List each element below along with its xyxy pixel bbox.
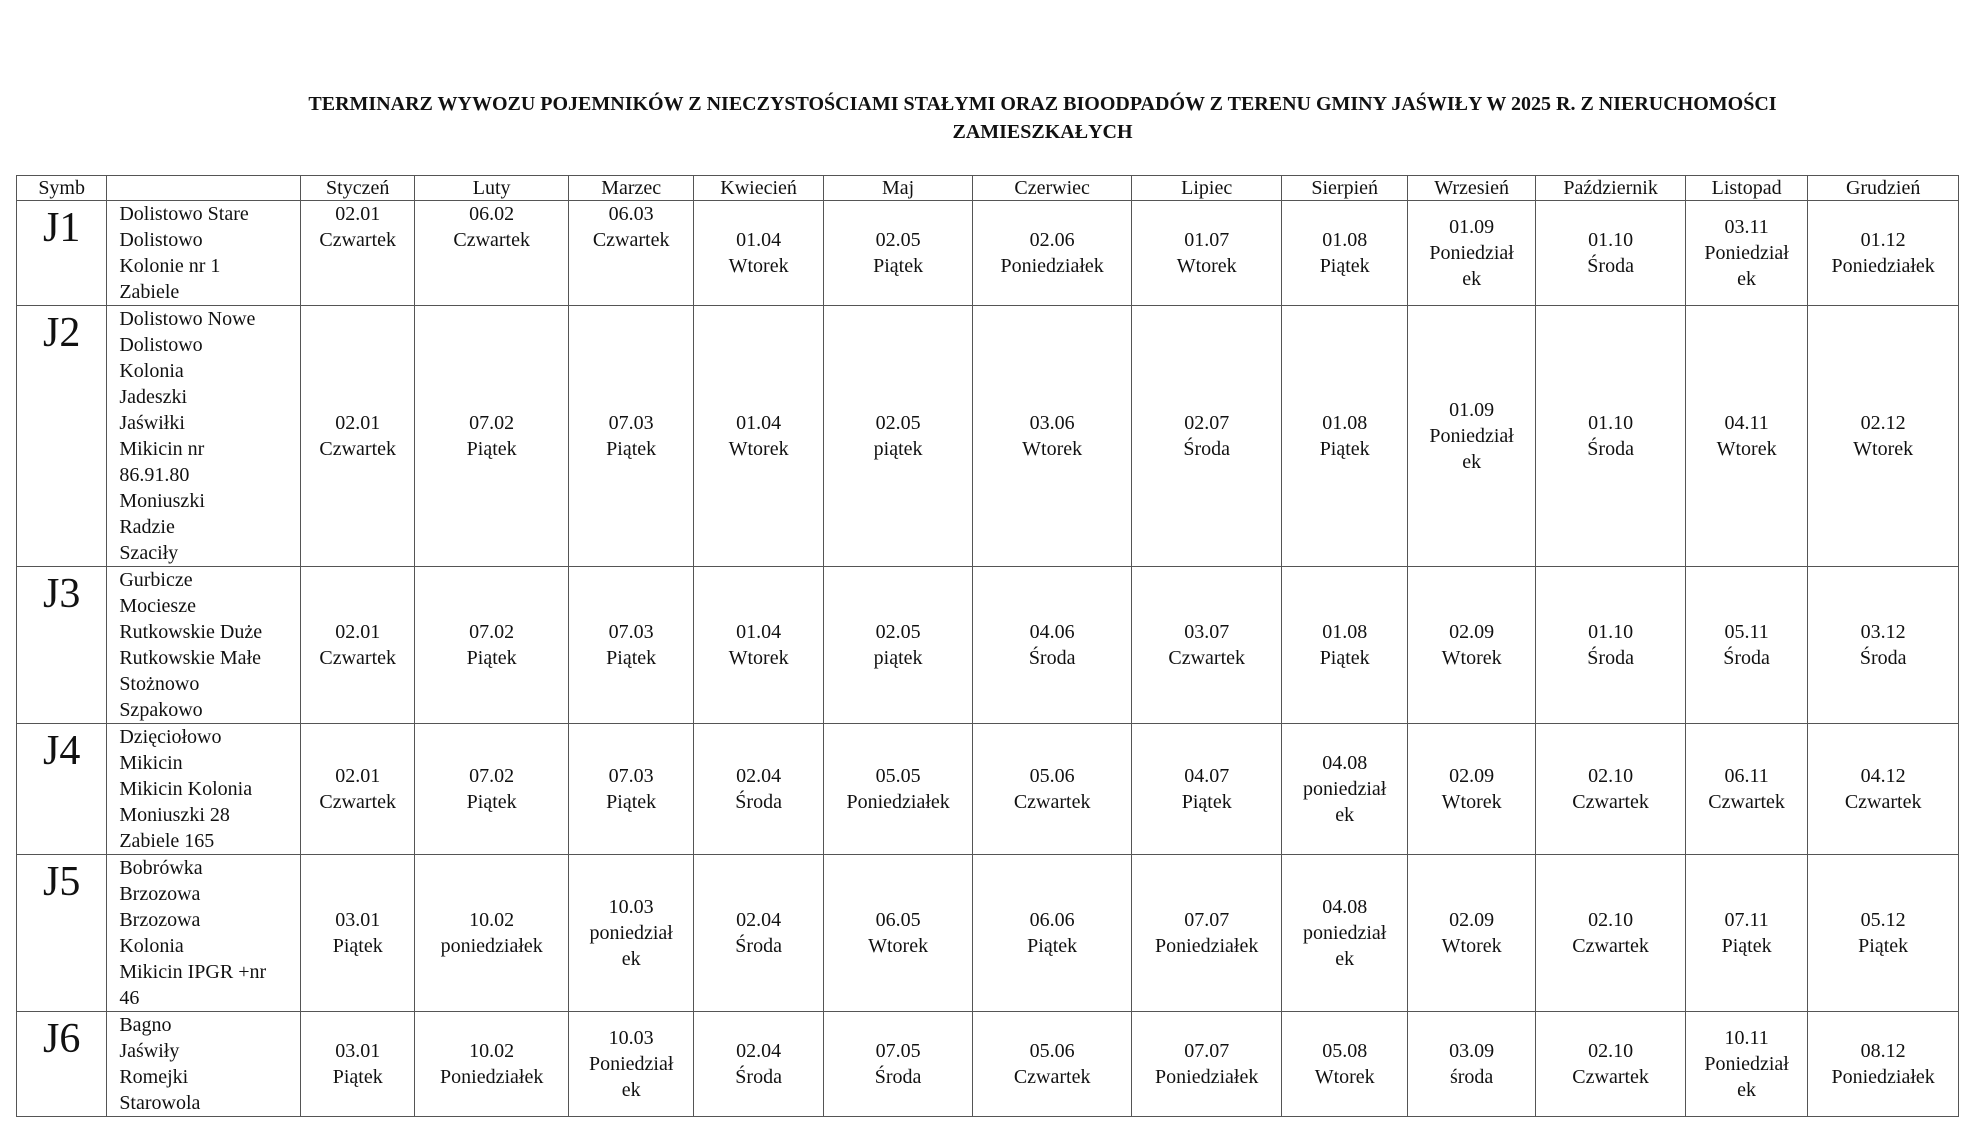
- locations-cell: [107, 201, 301, 306]
- pickup-date-cell: [694, 567, 823, 724]
- header-symbol: Symb: [17, 176, 107, 201]
- location-name: Rutkowskie Duże: [119, 621, 263, 643]
- pickup-weekday: Środa: [1587, 647, 1634, 669]
- location-name: Szaciły: [119, 542, 179, 564]
- schedule-body: [17, 201, 1959, 1117]
- locations-cell: [107, 306, 301, 567]
- pickup-weekday: Piątek: [1319, 647, 1370, 669]
- pickup-date: 07.07: [1184, 909, 1230, 931]
- pickup-date-cell: [823, 567, 973, 724]
- location-name: Bagno: [119, 1014, 172, 1036]
- location-name: Dolistowo: [119, 334, 203, 356]
- pickup-weekday: Poniedział: [1704, 1053, 1789, 1075]
- pickup-date-cell: [1808, 201, 1959, 306]
- pickup-date-cell: [1536, 567, 1686, 724]
- pickup-date-cell: [1282, 855, 1407, 1012]
- pickup-date-cell: [1282, 201, 1407, 306]
- pickup-weekday: Wtorek: [728, 647, 789, 669]
- location-name: Stożnowo: [119, 673, 200, 695]
- pickup-date: 05.08: [1322, 1040, 1368, 1062]
- location-name: Gurbicze: [119, 569, 193, 591]
- schedule-row: [17, 306, 1959, 567]
- schedule-row: [17, 201, 1959, 306]
- pickup-date: 03.11: [1724, 216, 1769, 238]
- header-month: Listopad: [1685, 176, 1807, 201]
- schedule-row: [17, 855, 1959, 1012]
- pickup-date: 05.11: [1724, 621, 1769, 643]
- pickup-weekday: Piątek: [466, 791, 517, 813]
- pickup-date: 07.11: [1724, 909, 1769, 931]
- pickup-date: 04.07: [1184, 765, 1230, 787]
- pickup-date: 06.03: [608, 203, 654, 225]
- pickup-weekday-continued: ek: [1462, 451, 1482, 473]
- route-symbol: J2: [17, 306, 107, 567]
- pickup-weekday: piątek: [873, 647, 923, 669]
- location-name: Dolistowo Nowe: [119, 308, 256, 330]
- pickup-date-cell: [1282, 567, 1407, 724]
- pickup-date-cell: [1808, 855, 1959, 1012]
- pickup-date-cell: [973, 201, 1132, 306]
- pickup-date: 02.04: [736, 1040, 782, 1062]
- pickup-date: 04.11: [1724, 412, 1769, 434]
- pickup-weekday: Piątek: [606, 647, 657, 669]
- pickup-weekday: Środa: [1028, 647, 1076, 669]
- pickup-date: 02.10: [1588, 765, 1634, 787]
- pickup-date-cell: [694, 855, 823, 1012]
- location-name: Bobrówka: [119, 857, 203, 879]
- pickup-weekday: Poniedział: [1429, 425, 1514, 447]
- pickup-weekday: Poniedziałek: [1155, 1066, 1259, 1088]
- pickup-weekday: piątek: [873, 438, 923, 460]
- pickup-date-cell: [1808, 567, 1959, 724]
- pickup-date: 08.12: [1860, 1040, 1906, 1062]
- header-month: Wrzesień: [1407, 176, 1535, 201]
- pickup-date-cell: [568, 567, 693, 724]
- pickup-weekday: Piątek: [466, 647, 517, 669]
- pickup-date: 07.03: [608, 412, 654, 434]
- pickup-date: 01.08: [1322, 621, 1368, 643]
- pickup-date: 04.08: [1322, 896, 1368, 918]
- location-name: Dolistowo Stare: [119, 203, 249, 225]
- pickup-date-cell: [301, 201, 415, 306]
- pickup-date-cell: [1808, 306, 1959, 567]
- pickup-date-cell: [301, 724, 415, 855]
- pickup-weekday: Wtorek: [1441, 647, 1502, 669]
- locations-cell: [107, 724, 301, 855]
- pickup-date-cell: [694, 1012, 823, 1117]
- route-symbol: J1: [17, 201, 107, 306]
- pickup-weekday: Poniedziałek: [1831, 255, 1935, 277]
- pickup-weekday: poniedziałek: [440, 935, 543, 957]
- pickup-date: 01.04: [736, 412, 782, 434]
- location-name: Jadeszki: [119, 386, 188, 408]
- header-month: Maj: [823, 176, 973, 201]
- location-name: Zabiele 165: [119, 830, 215, 852]
- pickup-date-cell: [568, 724, 693, 855]
- pickup-date-cell: [973, 855, 1132, 1012]
- pickup-weekday-continued: ek: [1335, 948, 1355, 970]
- pickup-weekday: Środa: [1587, 255, 1634, 277]
- location-name: Brzozowa: [119, 909, 201, 931]
- location-name: Brzozowa: [119, 883, 201, 905]
- location-name: Szpakowo: [119, 699, 203, 721]
- header-month: Październik: [1536, 176, 1686, 201]
- pickup-date-cell: [1282, 1012, 1407, 1117]
- pickup-date-cell: [973, 724, 1132, 855]
- pickup-date-cell: [694, 201, 823, 306]
- header-month: Grudzień: [1808, 176, 1959, 201]
- schedule-table: [16, 175, 1959, 1117]
- pickup-date-cell: [568, 201, 693, 306]
- pickup-date: 01.10: [1588, 229, 1634, 251]
- pickup-date-cell: [823, 855, 973, 1012]
- pickup-date: 06.02: [469, 203, 515, 225]
- pickup-weekday: Środa: [1723, 647, 1770, 669]
- pickup-date: 02.10: [1588, 909, 1634, 931]
- pickup-date: 04.12: [1860, 765, 1906, 787]
- pickup-date: 05.06: [1029, 1040, 1075, 1062]
- pickup-weekday: poniedział: [589, 922, 673, 944]
- location-name: Radzie: [119, 516, 175, 538]
- schedule-row: [17, 1012, 1959, 1117]
- pickup-date-cell: [1536, 201, 1686, 306]
- pickup-date-cell: [415, 306, 569, 567]
- header-month: Czerwiec: [973, 176, 1132, 201]
- pickup-date: 03.12: [1860, 621, 1906, 643]
- pickup-weekday: Czwartek: [1572, 791, 1649, 813]
- pickup-date-cell: [1131, 201, 1282, 306]
- pickup-date: 10.03: [608, 1027, 654, 1049]
- title-line-2: ZAMIESZKAŁYCH: [952, 121, 1133, 143]
- pickup-weekday-continued: ek: [1737, 268, 1757, 290]
- pickup-date-cell: [1131, 567, 1282, 724]
- locations-cell: [107, 855, 301, 1012]
- pickup-weekday: Wtorek: [1716, 438, 1777, 460]
- pickup-weekday: Wtorek: [868, 935, 929, 957]
- pickup-weekday: Czwartek: [319, 438, 397, 460]
- pickup-date: 05.12: [1860, 909, 1906, 931]
- pickup-weekday: Poniedział: [1704, 242, 1789, 264]
- pickup-date: 02.01: [335, 621, 381, 643]
- pickup-date-cell: [1808, 1012, 1959, 1117]
- pickup-date-cell: [823, 1012, 973, 1117]
- location-name: Rutkowskie Małe: [119, 647, 261, 669]
- pickup-weekday-continued: ek: [1335, 804, 1355, 826]
- pickup-weekday: Poniedziałek: [846, 791, 950, 813]
- pickup-date-cell: [973, 1012, 1132, 1117]
- schedule-row: [17, 567, 1959, 724]
- pickup-date: 02.05: [875, 621, 921, 643]
- pickup-date-cell: [1685, 724, 1807, 855]
- pickup-date-cell: [301, 306, 415, 567]
- pickup-date-cell: [415, 724, 569, 855]
- pickup-date: 05.06: [1029, 765, 1075, 787]
- pickup-weekday: Poniedział: [588, 1053, 674, 1075]
- pickup-date: 02.10: [1588, 1040, 1634, 1062]
- pickup-date: 01.08: [1322, 229, 1368, 251]
- pickup-date: 10.03: [608, 896, 654, 918]
- pickup-date: 01.04: [736, 621, 782, 643]
- header-month: Styczeń: [301, 176, 415, 201]
- pickup-weekday: Poniedziałek: [440, 1066, 544, 1088]
- pickup-weekday: Środa: [874, 1066, 922, 1088]
- pickup-date-cell: [1131, 306, 1282, 567]
- pickup-weekday: Czwartek: [319, 647, 397, 669]
- header-locations: [107, 176, 301, 201]
- pickup-weekday: Piątek: [1721, 935, 1772, 957]
- pickup-weekday: Czwartek: [1013, 791, 1091, 813]
- pickup-weekday: Czwartek: [319, 791, 397, 813]
- pickup-date-cell: [1407, 855, 1535, 1012]
- location-name: Kolonia: [119, 935, 184, 957]
- pickup-weekday: Czwartek: [319, 229, 397, 251]
- location-name: Kolonia: [119, 360, 184, 382]
- pickup-date-cell: [301, 567, 415, 724]
- pickup-weekday: środa: [1449, 1066, 1494, 1088]
- location-name: Mikicin Kolonia: [119, 778, 253, 800]
- locations-cell: [107, 567, 301, 724]
- document-title: [120, 90, 1965, 146]
- pickup-date: 02.05: [875, 229, 921, 251]
- pickup-date-cell: [1685, 567, 1807, 724]
- location-name: Mikicin nr: [119, 438, 205, 460]
- pickup-date: 03.01: [335, 1040, 381, 1062]
- pickup-date-cell: [1407, 1012, 1535, 1117]
- pickup-date: 06.05: [875, 909, 921, 931]
- pickup-date: 02.07: [1184, 412, 1230, 434]
- pickup-date: 02.05: [875, 412, 921, 434]
- pickup-weekday: Piątek: [1858, 935, 1909, 957]
- pickup-date-cell: [1131, 724, 1282, 855]
- pickup-date: 01.08: [1322, 412, 1368, 434]
- pickup-date: 06.06: [1029, 909, 1075, 931]
- location-name: Romejki: [119, 1066, 189, 1088]
- pickup-date: 06.11: [1724, 765, 1769, 787]
- pickup-date-cell: [1407, 306, 1535, 567]
- pickup-date-cell: [568, 1012, 693, 1117]
- pickup-weekday: Czwartek: [1013, 1066, 1091, 1088]
- pickup-weekday: Piątek: [1319, 255, 1370, 277]
- pickup-weekday: Piątek: [606, 791, 657, 813]
- pickup-date-cell: [568, 306, 693, 567]
- pickup-date: 10.02: [469, 1040, 515, 1062]
- header-month: Sierpień: [1282, 176, 1407, 201]
- pickup-date-cell: [1282, 724, 1407, 855]
- pickup-date-cell: [415, 1012, 569, 1117]
- title-line-1: TERMINARZ WYWOZU POJEMNIKÓW Z NIECZYSTOŚCIAMI STAŁYMI ORAZ BIOODPADÓW Z TERENU GMINY JAŚWIŁY W 2025 R. Z NIERUCHOMOŚCI: [308, 93, 1777, 115]
- pickup-weekday: Czwartek: [1708, 791, 1785, 813]
- pickup-date: 02.09: [1449, 621, 1495, 643]
- pickup-weekday: Poniedział: [1429, 242, 1514, 264]
- pickup-weekday-continued: ek: [621, 948, 641, 970]
- pickup-weekday: Czwartek: [1844, 791, 1922, 813]
- pickup-date-cell: [1685, 306, 1807, 567]
- pickup-weekday: Środa: [1587, 438, 1634, 460]
- pickup-weekday: Czwartek: [592, 229, 670, 251]
- schedule-row: [17, 724, 1959, 855]
- pickup-date-cell: [823, 201, 973, 306]
- route-symbol: J5: [17, 855, 107, 1012]
- location-name: Jaświły: [119, 1040, 180, 1062]
- pickup-weekday: Piątek: [606, 438, 657, 460]
- pickup-date: 10.11: [1724, 1027, 1769, 1049]
- route-symbol: J4: [17, 724, 107, 855]
- location-name: 86.91.80: [119, 464, 190, 486]
- pickup-date-cell: [694, 724, 823, 855]
- pickup-date: 01.10: [1588, 412, 1634, 434]
- pickup-date-cell: [568, 855, 693, 1012]
- pickup-date: 01.04: [736, 229, 782, 251]
- pickup-date-cell: [1407, 201, 1535, 306]
- pickup-date-cell: [1131, 1012, 1282, 1117]
- header-month: Marzec: [568, 176, 693, 201]
- pickup-date: 07.02: [469, 621, 515, 643]
- pickup-date: 05.05: [875, 765, 921, 787]
- pickup-date: 02.06: [1029, 229, 1075, 251]
- header-month: Kwiecień: [694, 176, 823, 201]
- pickup-date-cell: [415, 855, 569, 1012]
- pickup-weekday: Środa: [1859, 647, 1907, 669]
- location-name: Moniuszki 28: [119, 804, 230, 826]
- pickup-date: 04.06: [1029, 621, 1075, 643]
- pickup-date: 04.08: [1322, 752, 1368, 774]
- route-symbol: J6: [17, 1012, 107, 1117]
- pickup-date-cell: [1131, 855, 1282, 1012]
- pickup-weekday: Wtorek: [1441, 935, 1502, 957]
- location-name: Mociesze: [119, 595, 196, 617]
- pickup-date: 02.09: [1449, 909, 1495, 931]
- pickup-date: 02.09: [1449, 765, 1495, 787]
- location-name: Mikicin: [119, 752, 183, 774]
- pickup-weekday: Środa: [735, 791, 782, 813]
- pickup-weekday: Czwartek: [1168, 647, 1246, 669]
- location-name: Kolonie nr 1: [119, 255, 221, 277]
- pickup-date: 07.07: [1184, 1040, 1230, 1062]
- pickup-date: 07.02: [469, 765, 515, 787]
- pickup-weekday: Wtorek: [1441, 791, 1502, 813]
- pickup-weekday: Wtorek: [1176, 255, 1237, 277]
- pickup-weekday: Poniedziałek: [1155, 935, 1259, 957]
- location-name: 46: [119, 987, 140, 1009]
- pickup-weekday: poniedział: [1303, 778, 1387, 800]
- locations-cell: [107, 1012, 301, 1117]
- pickup-date: 03.07: [1184, 621, 1230, 643]
- pickup-date-cell: [823, 306, 973, 567]
- pickup-weekday: Piątek: [873, 255, 924, 277]
- pickup-date: 07.05: [875, 1040, 921, 1062]
- pickup-weekday: Piątek: [332, 935, 383, 957]
- route-symbol: J3: [17, 567, 107, 724]
- location-name: Zabiele: [119, 281, 180, 303]
- pickup-date-cell: [1536, 855, 1686, 1012]
- pickup-date-cell: [1685, 201, 1807, 306]
- pickup-weekday-continued: ek: [1462, 268, 1482, 290]
- pickup-date: 01.10: [1588, 621, 1634, 643]
- pickup-date-cell: [973, 567, 1132, 724]
- pickup-date: 07.03: [608, 765, 654, 787]
- pickup-weekday: Piątek: [1027, 935, 1078, 957]
- pickup-date: 02.01: [335, 203, 381, 225]
- pickup-date-cell: [1282, 306, 1407, 567]
- pickup-date-cell: [1536, 306, 1686, 567]
- header-row: [17, 176, 1959, 201]
- pickup-weekday-continued: ek: [1737, 1079, 1757, 1101]
- pickup-date-cell: [1407, 724, 1535, 855]
- pickup-date-cell: [1536, 1012, 1686, 1117]
- pickup-weekday: Piątek: [1181, 791, 1232, 813]
- location-name: Moniuszki: [119, 490, 205, 512]
- pickup-weekday: Środa: [1183, 438, 1231, 460]
- pickup-date-cell: [1536, 724, 1686, 855]
- pickup-weekday: Poniedziałek: [1000, 255, 1104, 277]
- pickup-weekday: Poniedziałek: [1831, 1066, 1935, 1088]
- pickup-date-cell: [1685, 1012, 1807, 1117]
- pickup-date-cell: [823, 724, 973, 855]
- pickup-date-cell: [301, 1012, 415, 1117]
- location-name: Dolistowo: [119, 229, 203, 251]
- pickup-weekday: Wtorek: [1022, 438, 1083, 460]
- pickup-date-cell: [1685, 855, 1807, 1012]
- pickup-date-cell: [415, 567, 569, 724]
- pickup-weekday: Piątek: [1319, 438, 1370, 460]
- pickup-date-cell: [1808, 724, 1959, 855]
- location-name: Mikicin IPGR +nr: [119, 961, 267, 983]
- pickup-weekday: Czwartek: [453, 229, 530, 251]
- pickup-weekday: Środa: [735, 1066, 782, 1088]
- pickup-weekday: Wtorek: [728, 255, 789, 277]
- pickup-date: 01.07: [1184, 229, 1230, 251]
- pickup-date: 01.09: [1449, 399, 1495, 421]
- pickup-date: 02.04: [736, 909, 782, 931]
- pickup-date: 03.06: [1029, 412, 1075, 434]
- header-month: Lipiec: [1131, 176, 1282, 201]
- pickup-date: 07.03: [608, 621, 654, 643]
- pickup-date-cell: [694, 306, 823, 567]
- pickup-weekday: Czwartek: [1572, 935, 1649, 957]
- pickup-date-cell: [301, 855, 415, 1012]
- location-name: Starowola: [119, 1092, 201, 1114]
- pickup-weekday: poniedział: [1303, 922, 1387, 944]
- pickup-date-cell: [415, 201, 569, 306]
- pickup-date: 03.01: [335, 909, 381, 931]
- pickup-date: 02.04: [736, 765, 782, 787]
- location-name: Jaświłki: [119, 412, 185, 434]
- pickup-weekday: Piątek: [466, 438, 517, 460]
- location-name: Dzięciołowo: [119, 726, 222, 748]
- pickup-weekday: Środa: [735, 935, 782, 957]
- pickup-weekday: Wtorek: [1314, 1066, 1375, 1088]
- pickup-date: 07.02: [469, 412, 515, 434]
- pickup-date-cell: [973, 306, 1132, 567]
- header-month: Luty: [415, 176, 569, 201]
- pickup-date: 02.01: [335, 765, 381, 787]
- pickup-date-cell: [1407, 567, 1535, 724]
- pickup-date: 03.09: [1449, 1040, 1495, 1062]
- pickup-weekday: Piątek: [332, 1066, 383, 1088]
- pickup-weekday: Wtorek: [1853, 438, 1914, 460]
- pickup-date: 01.12: [1860, 229, 1906, 251]
- pickup-weekday: Czwartek: [1572, 1066, 1649, 1088]
- pickup-date: 10.02: [469, 909, 515, 931]
- pickup-date: 02.12: [1860, 412, 1906, 434]
- pickup-weekday-continued: ek: [621, 1079, 641, 1101]
- pickup-weekday: Wtorek: [728, 438, 789, 460]
- pickup-date: 01.09: [1449, 216, 1495, 238]
- pickup-date: 02.01: [335, 412, 381, 434]
